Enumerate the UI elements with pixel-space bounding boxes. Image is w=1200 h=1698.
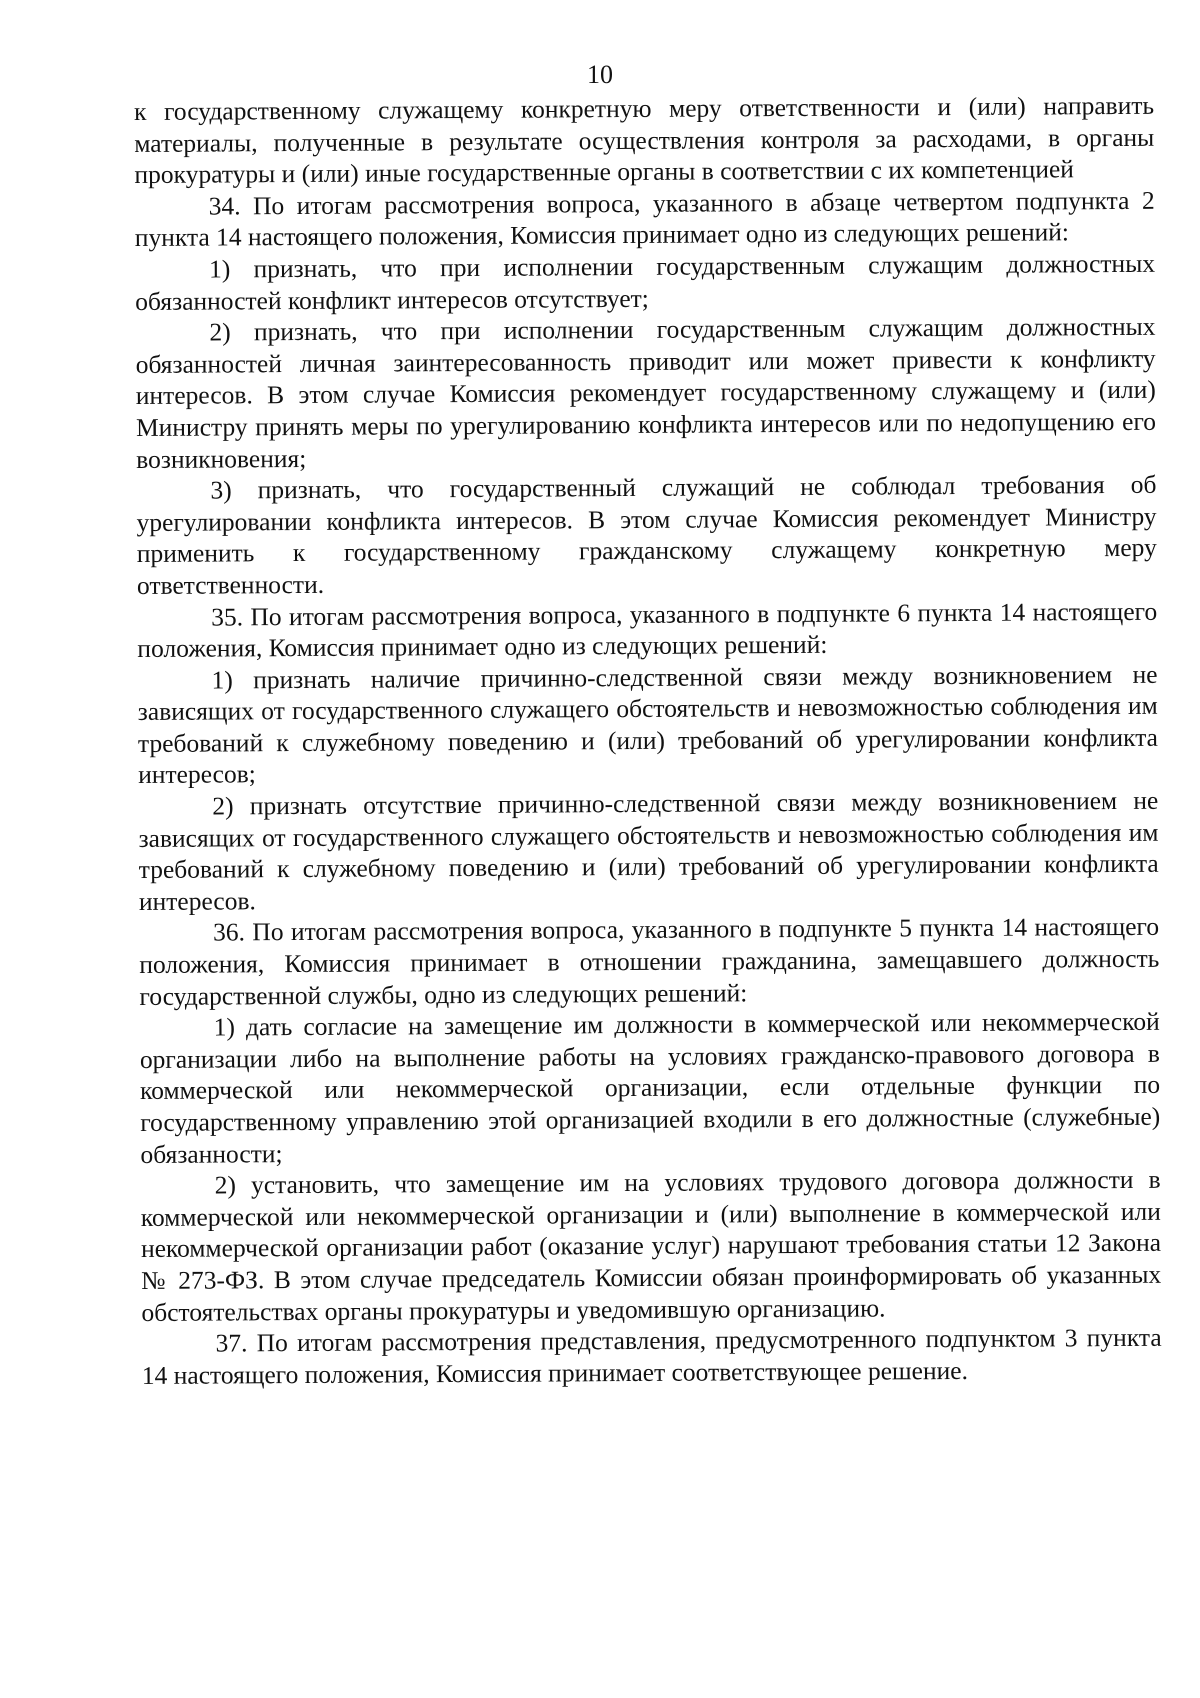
page-number: 10 xyxy=(587,60,613,89)
paragraph-34-item-3: 3) признать, что государственный служащий не соблюдал требования об урегулировании конфликта интересов. В этом случае Комиссия рекомендует Министру применить к государственному гражданскому служащему конкретную меру ответственности. xyxy=(136,469,1157,600)
paragraph-36-item-1: 1) дать согласие на замещение им должности в коммерческой или некоммерческой организации либо на выполнение работы на условиях гражданско-правового договора в коммерческой или некоммерческой организации, если отдельные функции по государственному управлению этой организацией входили в его должностные (служебные) обязанности; xyxy=(139,1006,1161,1169)
paragraph-36-item-2: 2) установить, что замещение им на условиях трудового договора должности в коммерческой или некоммерческой организации и (или) выполнение в коммерческой или некоммерческой организации работ (оказание услуг) нарушают требования статьи 12 Закона № 273-ФЗ. В этом случае председатель Комиссии обязан проинформировать об указанных обстоятельствах органы прокуратуры и уведомившую организацию. xyxy=(140,1164,1162,1327)
paragraph-36: 36. По итогам рассмотрения вопроса, указанного в подпункте 5 пункта 14 настоящего положения, Комиссия принимает в отношении гражданина, замещавшего должность государственной службы, одно из следующих решений: xyxy=(139,912,1160,1011)
paragraph-continuation: к государственному служащему конкретную меру ответственности и (или) направить материалы, полученные в результате осуществления контроля за расходами, в органы прокуратуры и (или) иные государственные органы в соответствии с их компетенцией xyxy=(134,90,1155,190)
paragraph-37: 37. По итогам рассмотрения представления, предусмотренного подпунктом 3 пункта 14 настоящего положения, Комиссия принимает соответствующее решение. xyxy=(141,1322,1162,1390)
paragraph-35-item-1: 1) признать наличие причинно-следственной связи между возникновением не зависящих от государственного служащего обстоятельств и невозможностью соблюдения им требований к служебному поведению и (или) требований об урегулировании конфликта интересов; xyxy=(137,659,1159,790)
paragraph-35: 35. По итогам рассмотрения вопроса, указанного в подпункте 6 пункта 14 настоящего положения, Комиссия принимает одно из следующих решений: xyxy=(137,596,1158,664)
document-body xyxy=(134,90,1162,1392)
paragraph-34-item-2: 2) признать, что при исполнении государственным служащим должностных обязанностей личная заинтересованность приводит или может привести к конфликту интересов. В этом случае Комиссия рекомендует государственному служащему и (или) Министру принять меры по урегулированию конфликта интересов или по недопущению его возникновения; xyxy=(135,311,1157,474)
paragraph-34-item-1: 1) признать, что при исполнении государственным служащим должностных обязанностей конфликт интересов отсутствует; xyxy=(135,248,1156,316)
paragraph-35-item-2: 2) признать отсутствие причинно-следственной связи между возникновением не зависящих от государственного служащего обстоятельств и невозможностью соблюдения им требований к служебному поведению и (или) требований об урегулировании конфликта интересов. xyxy=(138,785,1159,916)
paragraph-34: 34. По итогам рассмотрения вопроса, указанного в абзаце четвертом подпункта 2 пункта 14 настоящего положения, Комиссия принимает одно из следующих решений: xyxy=(134,185,1155,253)
